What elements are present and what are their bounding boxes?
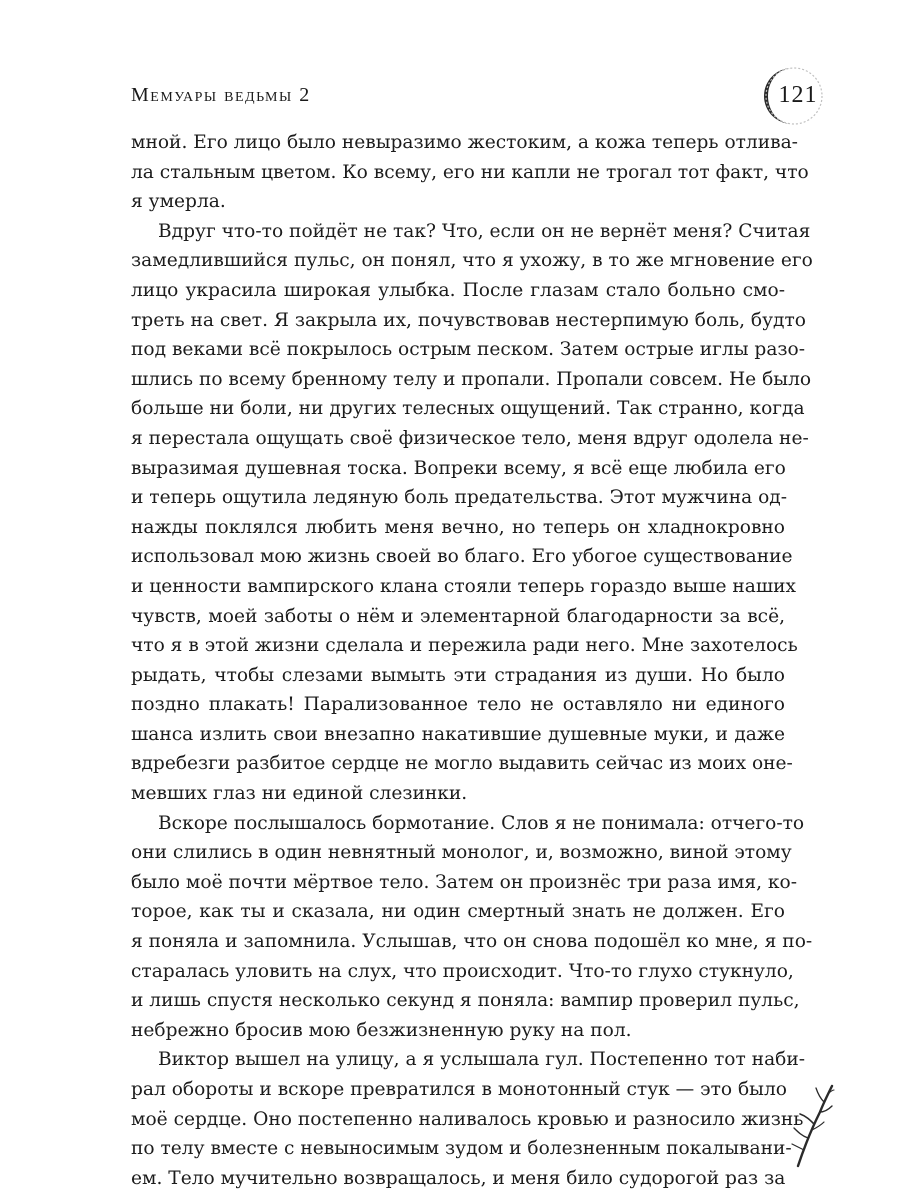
bare-twig-icon xyxy=(790,1082,836,1168)
text-line: и теперь ощутила ледяную боль предательства. Этот мужчина од- xyxy=(131,487,788,509)
text-line: было моё почти мёртвое тело. Затем он произнёс три раза имя, ко- xyxy=(131,871,797,893)
text-line: чувств, моей заботы о нём и элементарной благодарности за всё, xyxy=(131,605,785,627)
text-line: Виктор вышел на улицу, а я услышала гул. Постепенно тот наби- xyxy=(158,1049,806,1071)
text-line: под веками всё покрылось острым песком. Затем острые иглы разо- xyxy=(131,339,806,361)
text-line: что я в этой жизни сделала и пережила ради него. Мне захотелось xyxy=(131,635,798,657)
text-line: лицо украсила широкая улыбка. После глазам стало больно смо- xyxy=(131,279,785,301)
paragraph xyxy=(131,809,813,1046)
text-line: шанса излить свои внезапно накатившие душевные муки, и даже xyxy=(131,723,785,745)
text-line: ем. Тело мучительно возвращалось, и меня било судорогой раз за xyxy=(131,1167,786,1189)
text-line: Вскоре послышалось бормотание. Слов я не понимала: отчего-то xyxy=(158,812,805,834)
text-line: замедлившийся пульс, он понял, что я ухожу, в то же мгновение его xyxy=(131,250,813,272)
text-line: они слились в один невнятный монолог, и, возможно, виной этому xyxy=(131,842,792,864)
text-line: старалась уловить на слух, что происходит. Что-то глухо стукнуло, xyxy=(131,960,794,982)
page-number: 121 xyxy=(778,82,818,108)
text-line: шлись по всему бренному телу и пропали. Пропали совсем. Не было xyxy=(131,368,812,390)
text-line: по телу вместе с невыносимым зудом и болезненным покалывани- xyxy=(131,1138,792,1160)
text-line: я перестала ощущать своё физическое тело, меня вдруг одолела не- xyxy=(131,427,809,449)
text-line: я умерла. xyxy=(131,191,226,213)
text-line: небрежно бросив мою безжизненную руку на пол. xyxy=(131,1019,632,1041)
text-line: торое, как ты и сказала, ни один смертный знать не должен. Его xyxy=(131,901,785,923)
body-text xyxy=(131,128,813,1193)
text-line: Вдруг что-то пойдёт не так? Что, если он не вернёт меня? Считая xyxy=(158,220,811,242)
running-header-title: Мемуары ведьмы 2 xyxy=(131,84,311,106)
text-line: поздно плакать! Парализованное тело не оставляло ни единого xyxy=(131,694,785,716)
text-line: мевших глаз ни единой слезинки. xyxy=(131,783,468,805)
text-line: и лишь спустя несколько секунд я поняла: вампир проверил пульс, xyxy=(131,990,800,1012)
text-line: выразимая душевная тоска. Вопреки всему, я всё еще любила его xyxy=(131,457,786,479)
text-line: мной. Его лицо было невыразимо жестоким, а кожа теперь отлива- xyxy=(131,132,798,153)
text-line: вдребезги разбитое сердце не могло выдавить сейчас из моих оне- xyxy=(131,753,793,775)
text-line: треть на свет. Я закрыла их, почувствовав нестерпимую боль, будто xyxy=(131,309,806,331)
text-line: ла стальным цветом. Ко всему, его ни капли не трогал тот факт, что xyxy=(131,161,809,183)
paragraph xyxy=(131,217,813,809)
text-line: использовал мою жизнь своей во благо. Его убогое существование xyxy=(131,546,793,568)
page-number-badge xyxy=(756,64,826,128)
paragraph xyxy=(131,128,809,217)
text-line: я поняла и запомнила. Услышав, что он снова подошёл ко мне, я по- xyxy=(131,931,813,953)
text-line: нажды поклялся любить меня вечно, но теперь он хладнокровно xyxy=(131,516,785,538)
text-line: больше ни боли, ни других телесных ощущений. Так странно, когда xyxy=(131,398,805,420)
text-line: и ценности вампирского клана стояли теперь гораздо выше наших xyxy=(131,575,797,597)
text-line: рыдать, чтобы слезами вымыть эти страдания из души. Но было xyxy=(131,664,785,686)
text-line: моё сердце. Оно постепенно наливалось кровью и разносило жизнь xyxy=(131,1108,804,1130)
text-line: рал обороты и вскоре превратился в монотонный стук — это было xyxy=(131,1079,787,1100)
paragraph xyxy=(131,1045,806,1193)
